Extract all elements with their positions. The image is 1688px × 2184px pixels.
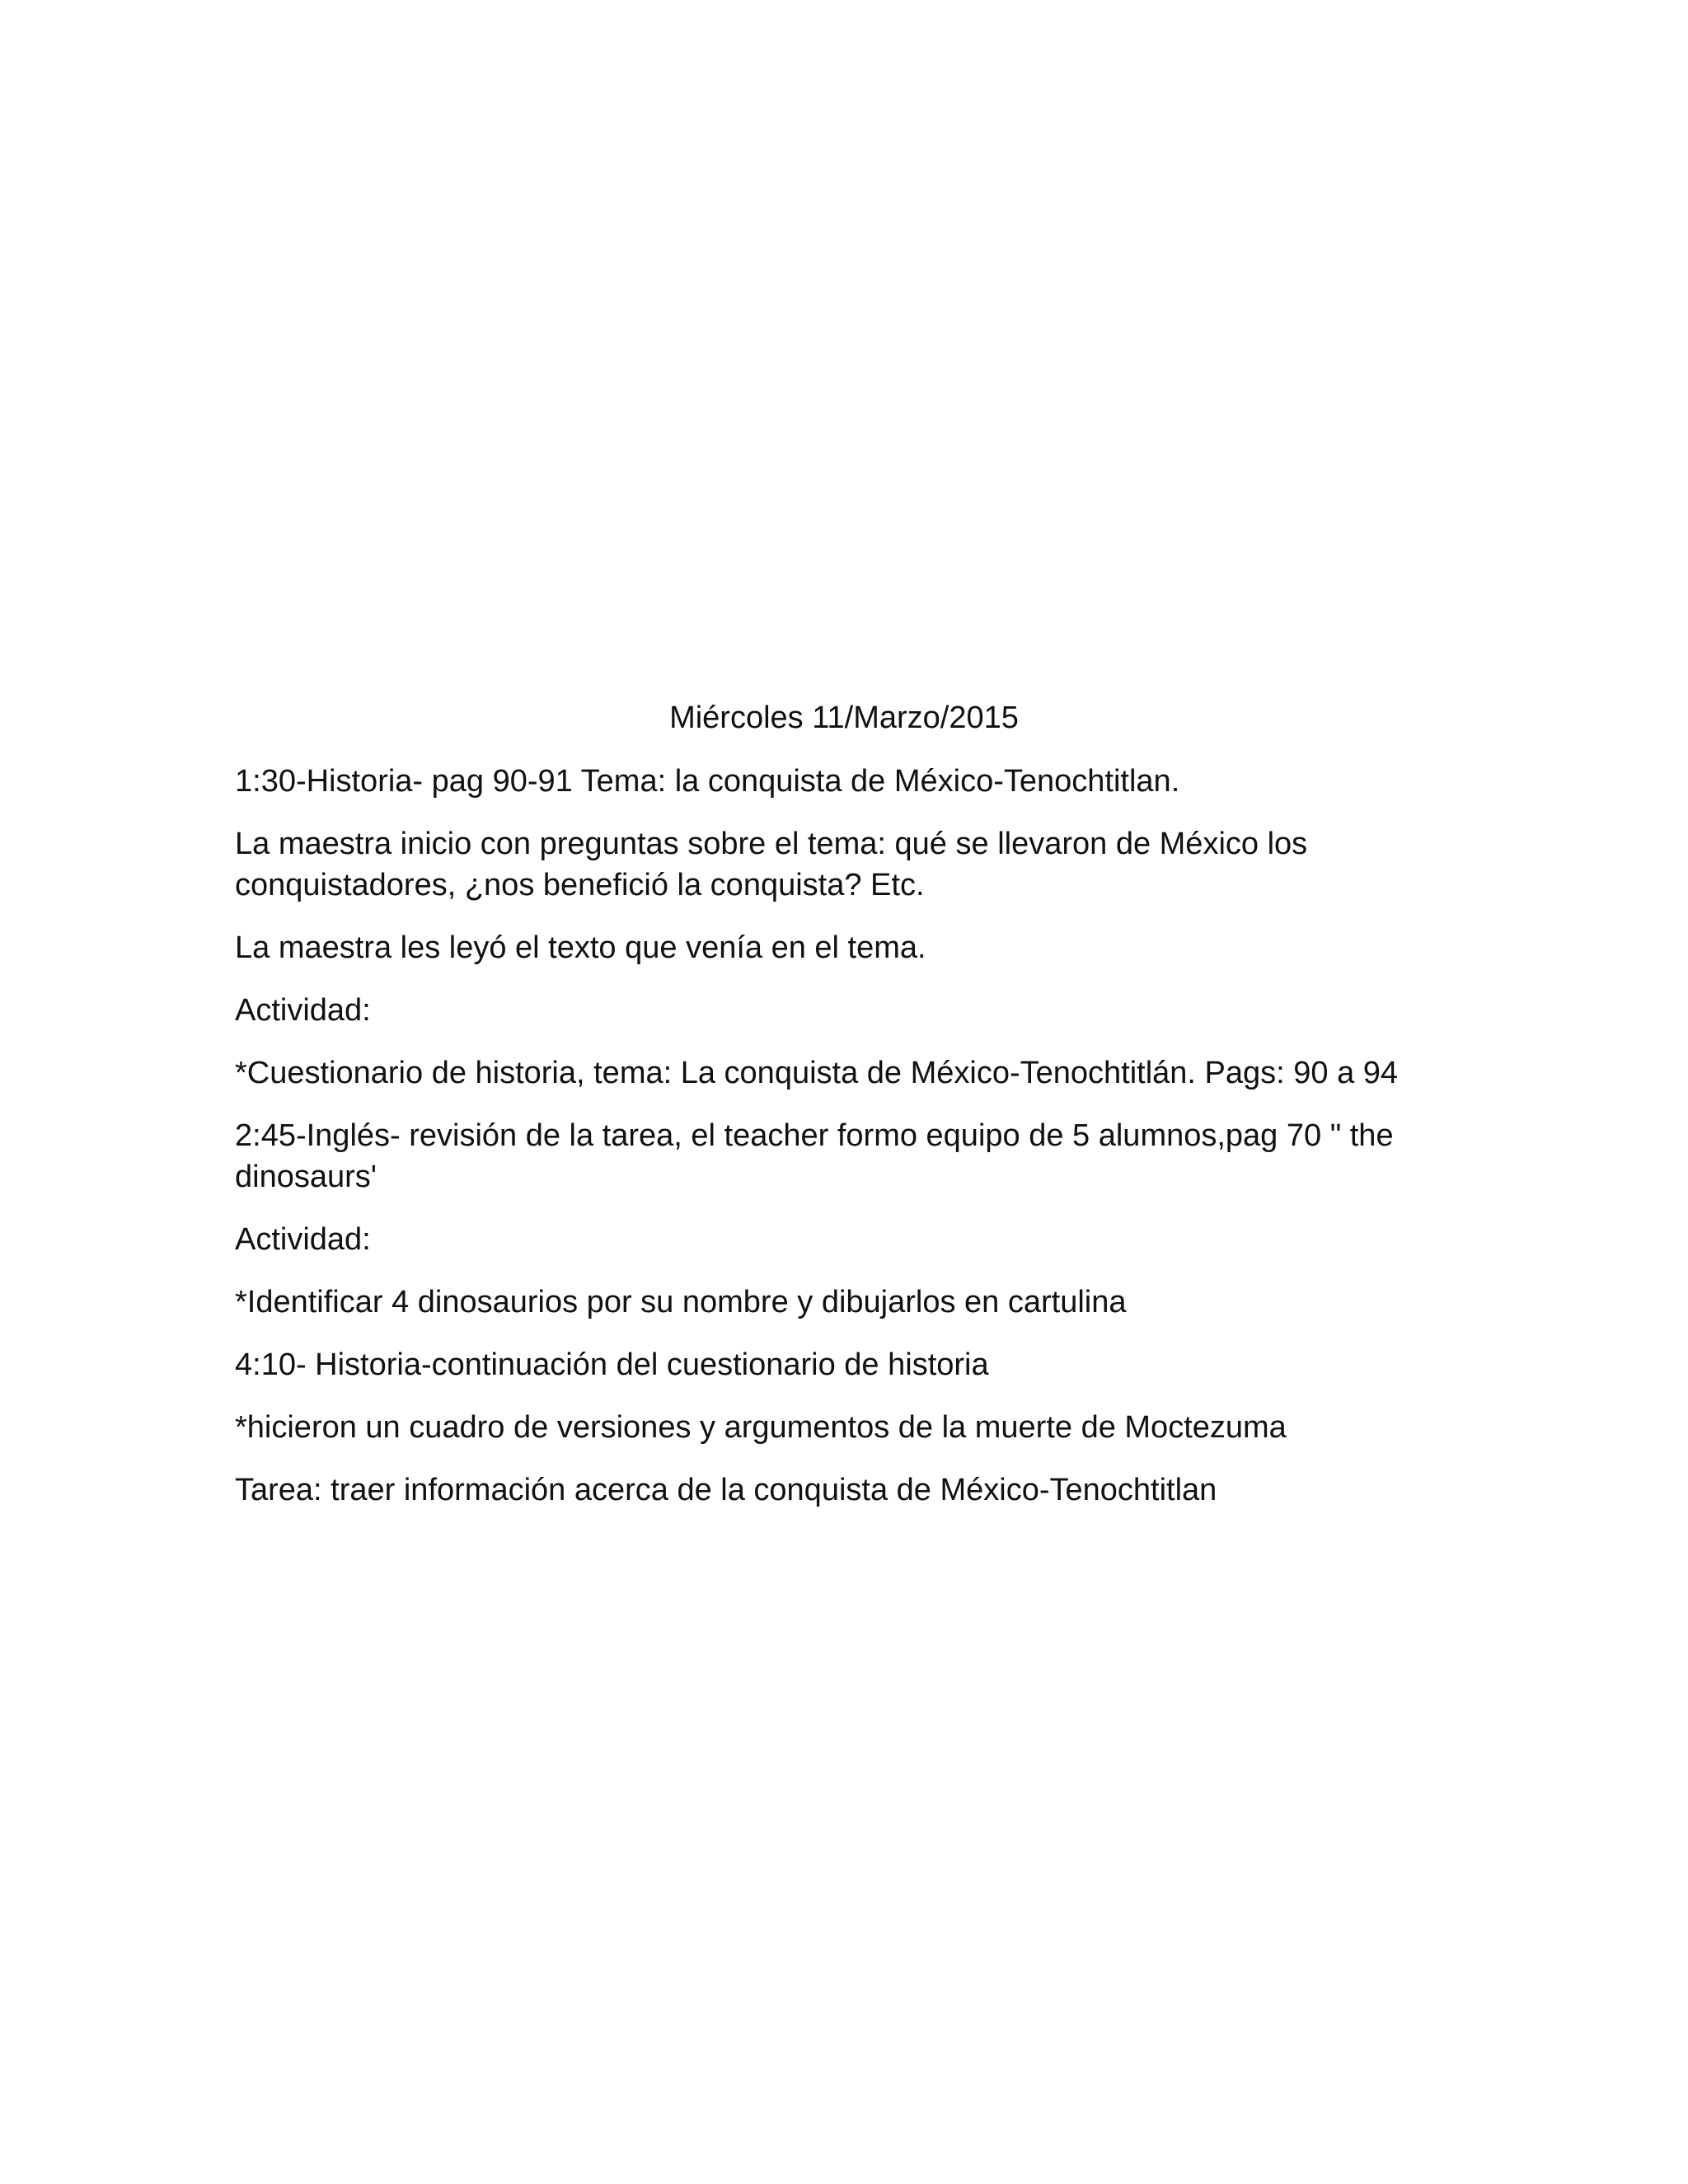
paragraph-history-questionnaire: *Cuestionario de historia, tema: La conquista de México-Tenochtitlán. Pags: 90 a 94 <box>235 1056 1399 1090</box>
paragraph-historia-schedule: 1:30-Historia- pag 90-91 Tema: la conquista de México-Tenochtitlan. <box>235 764 1180 799</box>
paragraph-history-continuation: 4:10- Historia-continuación del cuestionario de historia <box>235 1347 989 1382</box>
document-body <box>235 761 1438 1532</box>
document-date-title: Miércoles 11/Marzo/2015 <box>669 701 1019 735</box>
paragraph-activity-heading: Actividad: <box>235 993 371 1028</box>
paragraph-english-schedule: 2:45-Inglés- revisión de la tarea, el teacher formo equipo de 5 alumnos,pag 70 " the dinosaurs' <box>235 1118 1394 1194</box>
paragraph-homework: Tarea: traer información acerca de la conquista de México-Tenochtitlan <box>235 1473 1217 1507</box>
paragraph-teacher-reading: La maestra les leyó el texto que venía en el tema. <box>235 930 926 965</box>
paragraph-activity-heading-2: Actividad: <box>235 1222 371 1257</box>
paragraph-dinosaur-activity: *Identificar 4 dinosaurios por su nombre y dibujarlos en cartulina <box>235 1285 1127 1319</box>
paragraph-teacher-questions: La maestra inicio con preguntas sobre el tema: qué se llevaron de México los conquistadores, ¿nos benefició la conquista? Etc. <box>235 827 1308 902</box>
paragraph-moctezuma-chart: *hicieron un cuadro de versiones y argumentos de la muerte de Moctezuma <box>235 1410 1287 1445</box>
